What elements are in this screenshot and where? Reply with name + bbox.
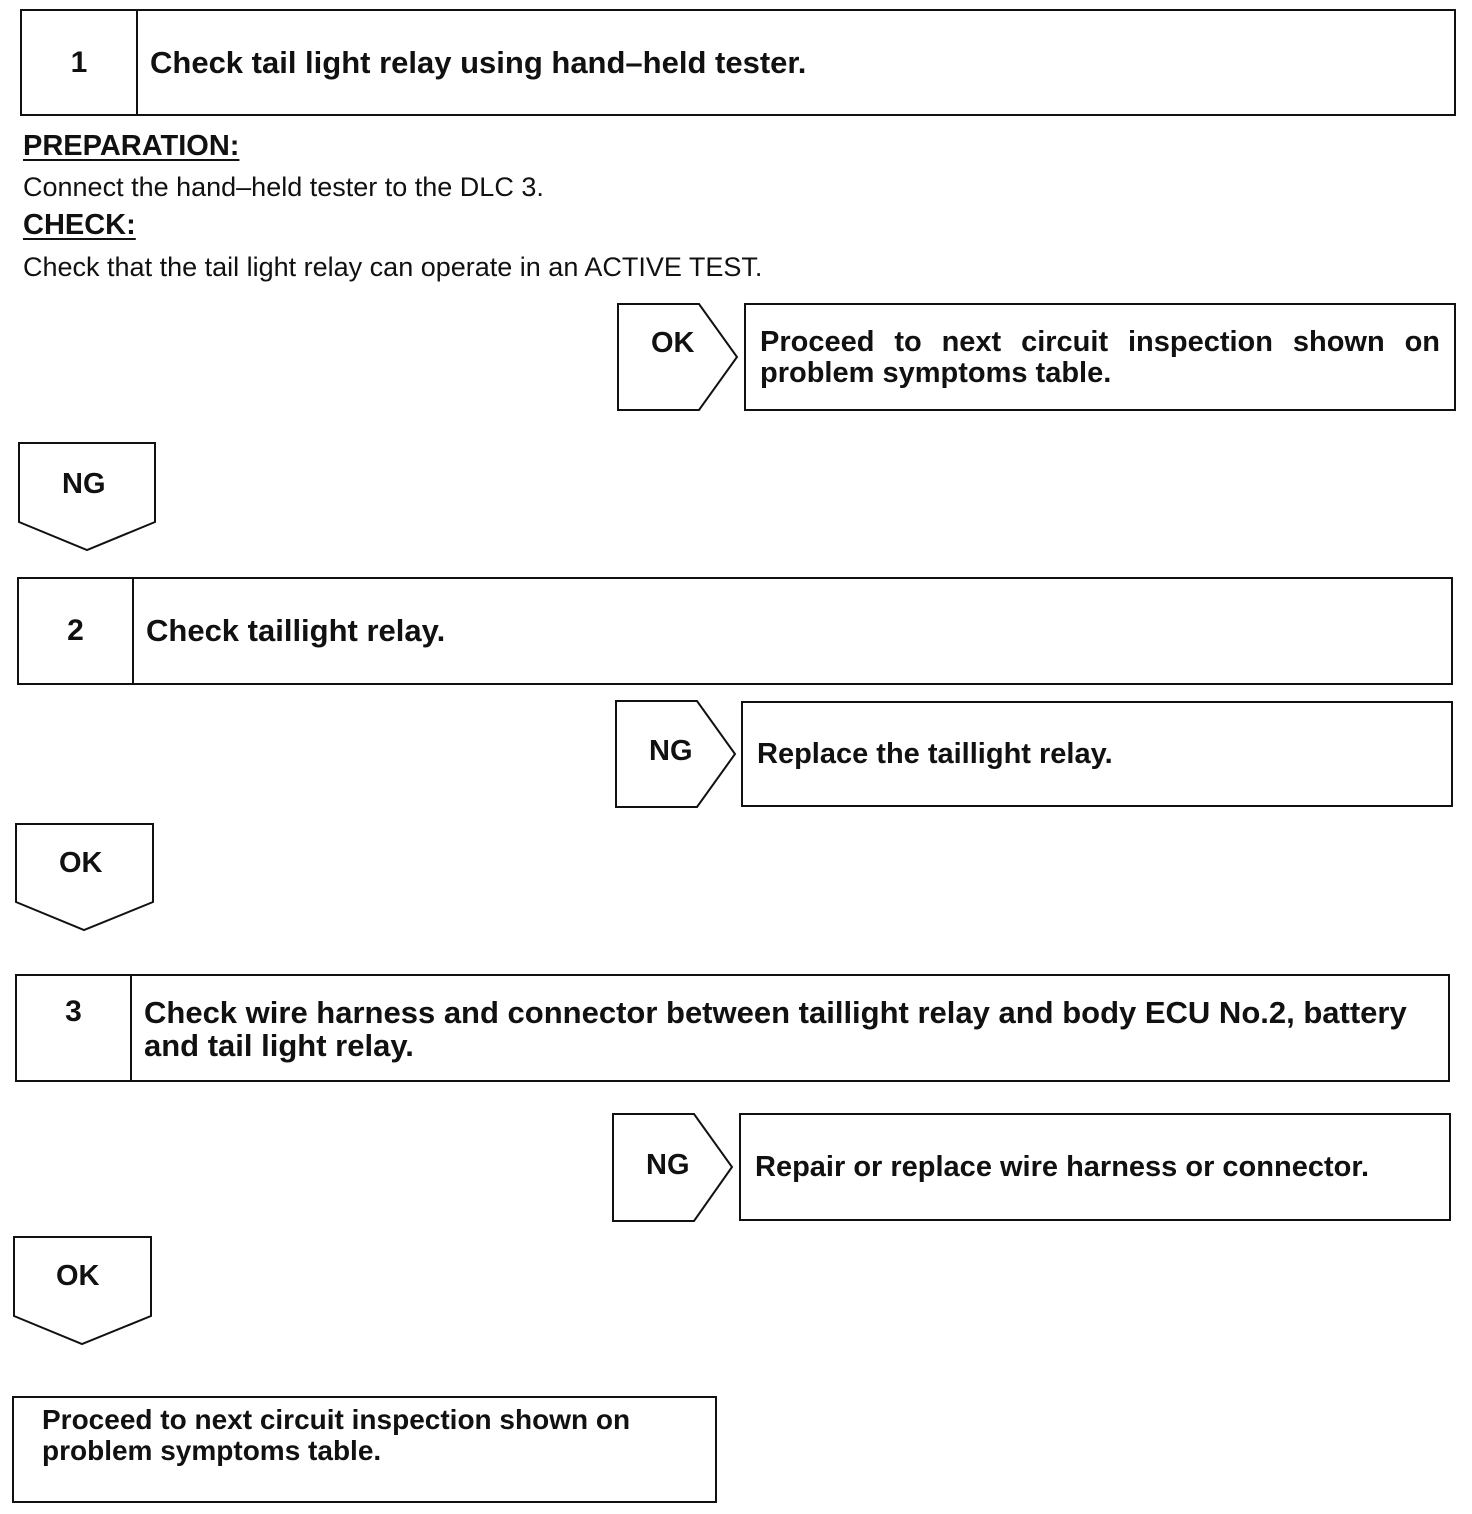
branch-1-ok-tag	[617, 303, 739, 411]
check-text: Check that the tail light relay can operate in an ACTIVE TEST.	[23, 252, 763, 282]
branch-2-ok-tag	[15, 823, 154, 931]
final-result-box: Proceed to next circuit inspection shown on problem symptoms table.	[12, 1396, 717, 1503]
step-1-number: 1	[22, 11, 138, 114]
branch-3-ng-label: NG	[646, 1149, 690, 1181]
preparation-text: Connect the hand–held tester to the DLC 3.	[23, 172, 544, 202]
branch-2-ng-result: Replace the taillight relay.	[741, 701, 1453, 807]
step-2-title: Check taillight relay.	[146, 613, 446, 648]
branch-3-ng-result: Repair or replace wire harness or connector.	[739, 1113, 1451, 1221]
step-3-box	[15, 974, 1450, 1082]
branch-3-ng-tag	[612, 1113, 734, 1222]
branch-1-ok-label: OK	[651, 327, 695, 359]
branch-1-ng-label: NG	[62, 468, 106, 500]
branch-2-ng-tag	[615, 700, 737, 808]
step-3-number: 3	[17, 976, 132, 1080]
branch-2-ng-label: NG	[649, 735, 693, 767]
step-2-box	[17, 577, 1453, 685]
branch-1-ok-result: Proceed to next circuit inspection shown on problem symptoms table.	[744, 303, 1456, 411]
step-1-box	[20, 9, 1456, 116]
branch-3-ok-tag	[13, 1236, 152, 1345]
branch-3-ok-label: OK	[56, 1260, 100, 1292]
step-2-number: 2	[19, 579, 134, 683]
step-1-title: Check tail light relay using hand–held tester.	[150, 44, 807, 80]
step-3-title: Check wire harness and connector between taillight relay and body ECU No.2, battery and tail light relay.	[144, 995, 1407, 1063]
branch-1-ng-tag	[18, 442, 156, 552]
preparation-heading: PREPARATION:	[23, 130, 240, 162]
check-heading: CHECK:	[23, 209, 136, 241]
branch-2-ok-label: OK	[59, 847, 103, 879]
